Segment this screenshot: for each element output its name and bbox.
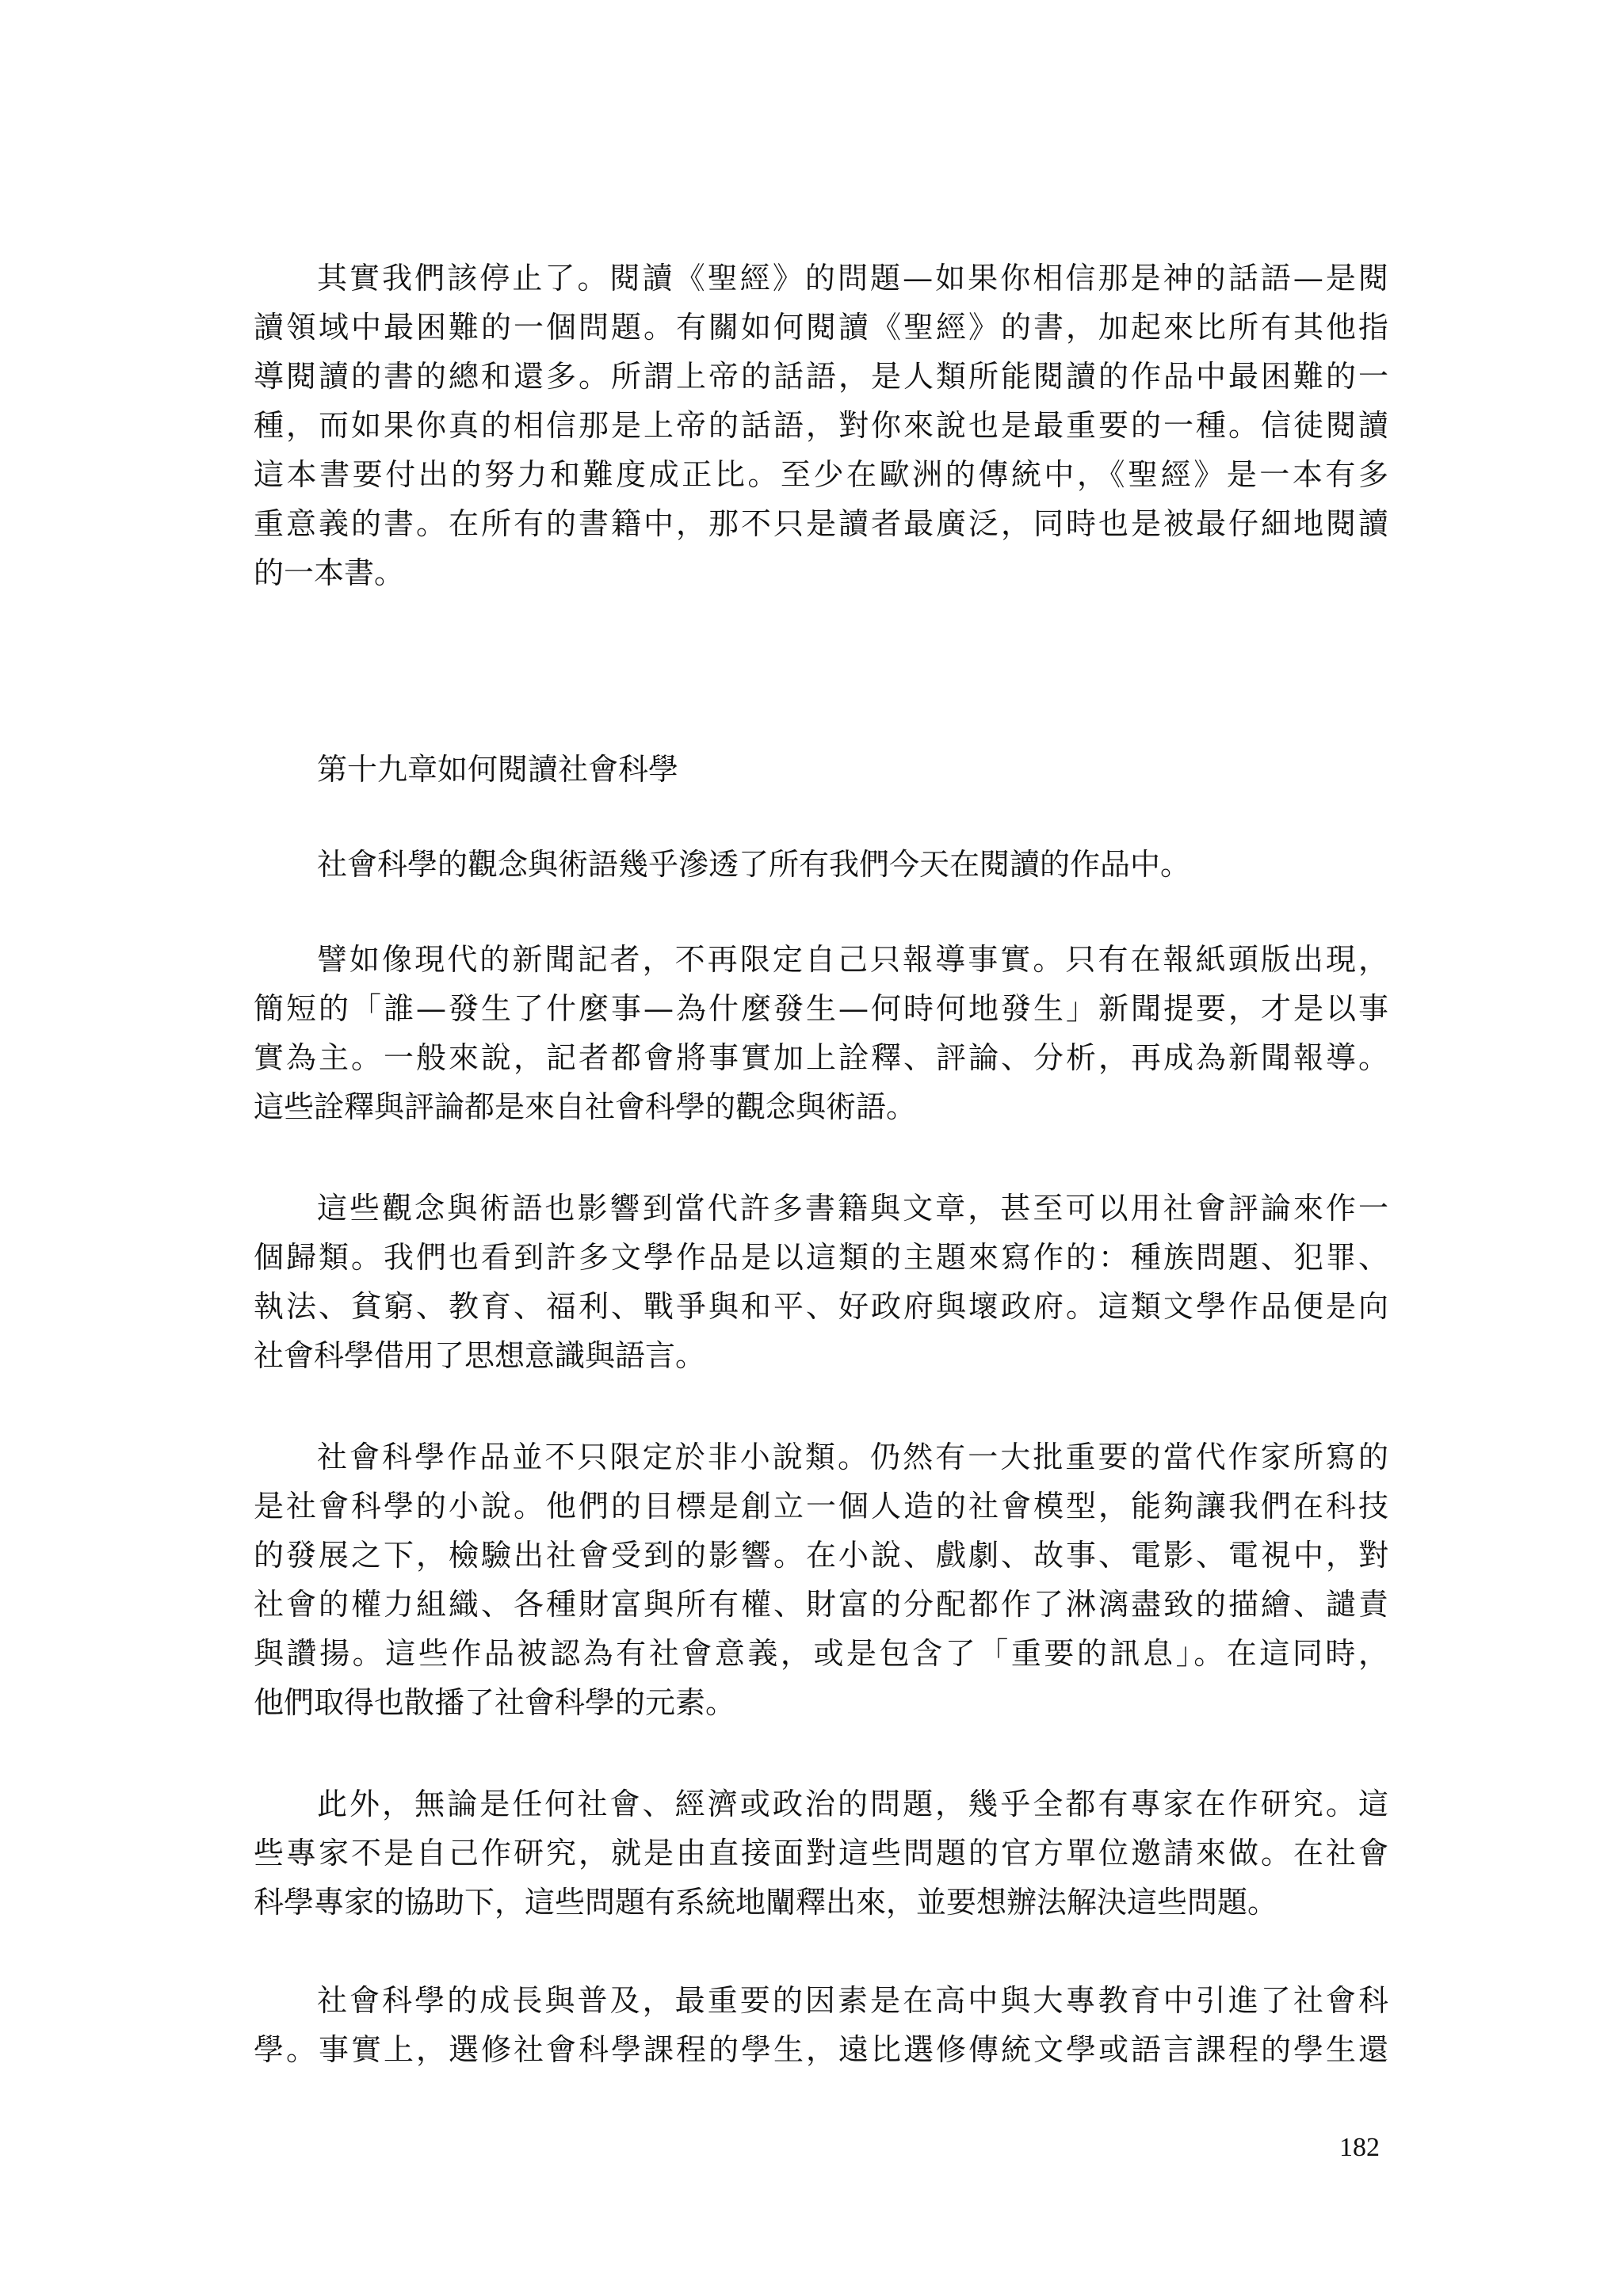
text-line: 種，而如果你真的相信那是上帝的話語，對你來說也是最重要的一種。信徒閱讀 <box>254 408 1388 443</box>
text-line: 執法、貧窮、教育、福利、戰爭與和平、好政府與壞政府。這類文學作品便是向 <box>254 1289 1388 1324</box>
text-line: 社會科學借用了思想意識與語言。 <box>254 1338 706 1373</box>
text-line: 讀領域中最困難的一個問題。有關如何閱讀《聖經》的書，加起來比所有其他指 <box>254 310 1388 345</box>
text-line: 社會科學的觀念與術語幾乎滲透了所有我們今天在閱讀的作品中。 <box>317 847 1191 882</box>
text-line: 是社會科學的小說。他們的目標是創立一個人造的社會模型，能夠讓我們在科技 <box>254 1489 1388 1524</box>
text-line: 這些觀念與術語也影響到當代許多書籍與文章，甚至可以用社會評論來作一 <box>317 1191 1388 1226</box>
chapter-heading: 第十九章如何閱讀社會科學 <box>317 752 679 787</box>
paragraph <box>254 254 1388 597</box>
paragraph <box>254 1184 1388 1380</box>
text-line: 些專家不是自己作研究，就是由直接面對這些問題的官方單位邀請來做。在社會 <box>254 1836 1388 1871</box>
paragraph <box>254 935 1388 1131</box>
text-line: 社會的權力組織、各種財富與所有權、財富的分配都作了淋漓盡致的描繪、譴責 <box>254 1587 1388 1622</box>
text-line: 的發展之下，檢驗出社會受到的影響。在小說、戲劇、故事、電影、電視中，對 <box>254 1538 1388 1573</box>
text-line: 個歸類。我們也看到許多文學作品是以這類的主題來寫作的：種族問題、犯罪、 <box>254 1240 1388 1275</box>
text-line: 實為主。一般來說，記者都會將事實加上詮釋、評論、分析，再成為新聞報導。 <box>254 1040 1388 1075</box>
text-line: 與讚揚。這些作品被認為有社會意義，或是包含了「重要的訊息」。在這同時， <box>254 1636 1388 1671</box>
paragraph <box>254 840 1388 889</box>
text-line: 導閱讀的書的總和還多。所謂上帝的話語，是人類所能閱讀的作品中最困難的一 <box>254 359 1388 394</box>
text-line: 這本書要付出的努力和難度成正比。至少在歐洲的傳統中，《聖經》是一本有多 <box>254 457 1388 492</box>
text-line: 簡短的「誰—發生了什麼事—為什麼發生—何時何地發生」新聞提要，才是以事 <box>254 991 1388 1026</box>
text-line: 學。事實上，選修社會科學課程的學生，遠比選修傳統文學或語言課程的學生還 <box>254 2032 1388 2067</box>
text-line: 其實我們該停止了。閱讀《聖經》的問題—如果你相信那是神的話語—是閱 <box>317 261 1388 296</box>
paragraph <box>254 1432 1388 1727</box>
text-line: 重意義的書。在所有的書籍中，那不只是讀者最廣泛，同時也是被最仔細地閱讀 <box>254 506 1388 541</box>
page-number: 182 <box>1339 2133 1380 2162</box>
paragraph <box>254 1976 1388 2074</box>
text-line: 的一本書。 <box>254 555 405 590</box>
text-line: 這些詮釋與評論都是來自社會科學的觀念與術語。 <box>254 1089 917 1124</box>
text-line: 社會科學作品並不只限定於非小說類。仍然有一大批重要的當代作家所寫的 <box>317 1440 1388 1474</box>
paragraph <box>254 1779 1388 1927</box>
text-line: 他們取得也散播了社會科學的元素。 <box>254 1685 736 1720</box>
text-line: 科學專家的協助下，這些問題有系統地闡釋出來，並要想辦法解決這些問題。 <box>254 1885 1278 1920</box>
text-line: 譬如像現代的新聞記者，不再限定自己只報導事實。只有在報紙頭版出現， <box>317 942 1388 977</box>
text-line: 此外，無論是任何社會、經濟或政治的問題，幾乎全都有專家在作研究。這 <box>317 1787 1388 1821</box>
text-line: 社會科學的成長與普及，最重要的因素是在高中與大專教育中引進了社會科 <box>317 1983 1388 2018</box>
